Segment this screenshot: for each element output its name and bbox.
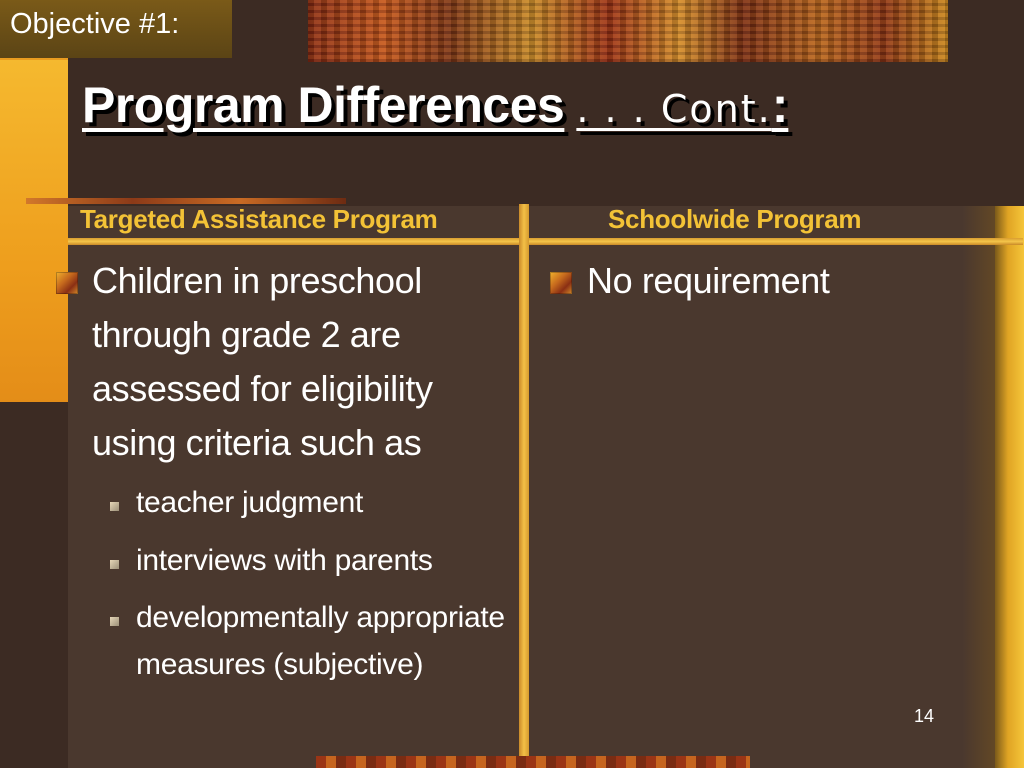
bullet-icon	[56, 272, 78, 294]
sub-item-interviews: interviews with parents	[136, 544, 433, 577]
slide-title	[82, 76, 788, 134]
right-gold-bar	[995, 206, 1024, 768]
sub-bullet-icon	[110, 617, 119, 626]
title-colon: :	[771, 77, 789, 133]
decorative-top-strip	[308, 0, 948, 62]
sub-item-teacher-judgment: teacher judgment	[136, 486, 364, 519]
table-header-divider	[68, 238, 1023, 245]
sub-bullet-icon	[110, 560, 119, 569]
left-main-bullet: Children in preschool through grade 2 are assessed for eligibility using criteria such as	[92, 260, 433, 463]
header-targeted-assistance: Targeted Assistance Program	[80, 204, 438, 234]
table-column-divider	[519, 204, 529, 768]
objective-box	[0, 0, 232, 58]
right-main-bullet: No requirement	[587, 260, 830, 301]
right-bar-shadow	[962, 206, 996, 768]
sub-item-developmental: developmentally appropriate measures (subjective)	[136, 601, 505, 681]
decorative-bottom-strip	[316, 756, 750, 768]
title-cont-text: . . . Cont.	[576, 87, 772, 131]
objective-label: Objective #1:	[10, 8, 180, 40]
left-orange-bar	[0, 60, 68, 402]
sub-bullet-icon	[110, 502, 119, 511]
page-number: 14	[914, 706, 935, 726]
bullet-icon	[550, 272, 572, 294]
title-main-text: Program Differences	[82, 77, 565, 133]
header-schoolwide: Schoolwide Program	[608, 204, 862, 234]
